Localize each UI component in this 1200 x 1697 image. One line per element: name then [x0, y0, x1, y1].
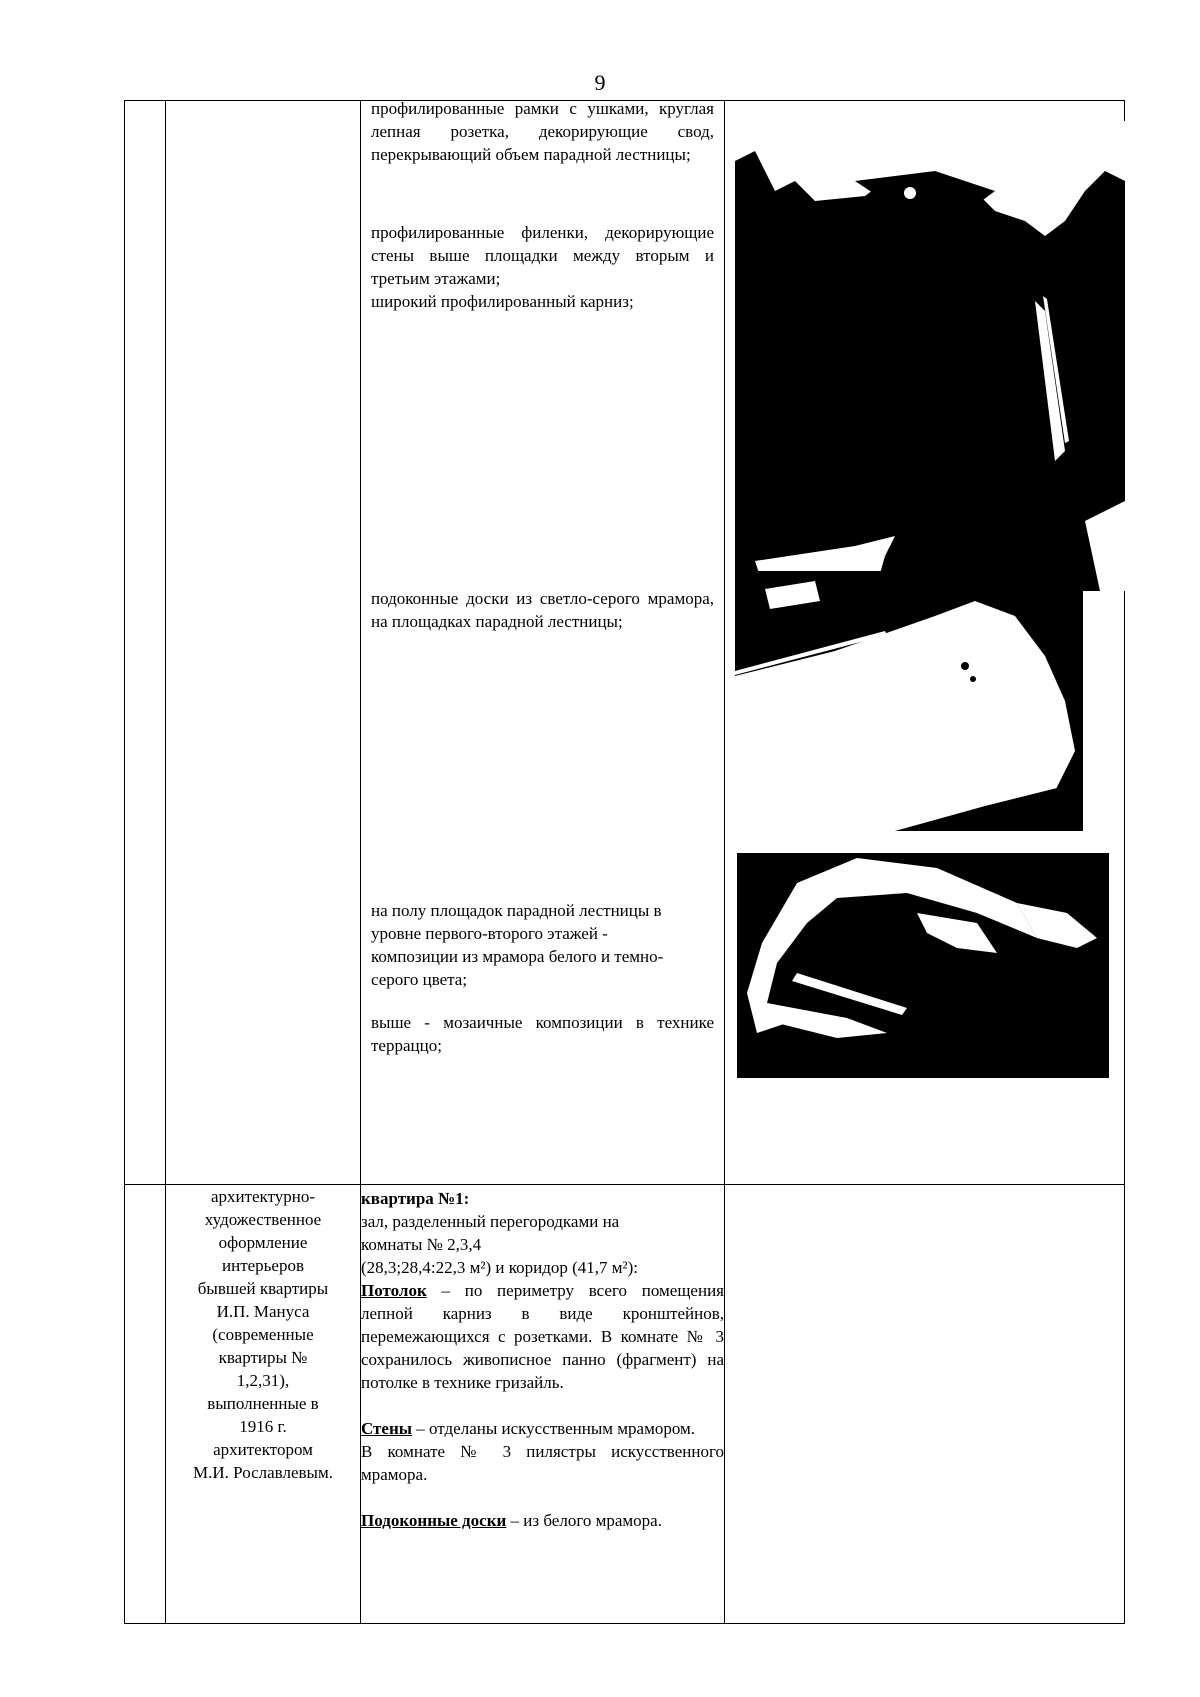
hall-line-2: комнаты № 2,3,4 [361, 1235, 482, 1254]
walls-paragraph: Стены – отделаны искусственным мрамором. [361, 1419, 696, 1438]
hall-line-3: (28,3;28,4:22,3 м²) и коридор (41,7 м²): [361, 1258, 639, 1277]
sills-paragraph: Подоконные доски – из белого мрамора. [361, 1511, 662, 1530]
ceiling-label: Потолок [361, 1281, 427, 1300]
row-photos-cell [725, 101, 1125, 1185]
windowsill-marble-photo [735, 571, 1083, 831]
floor-marble-composition-photo [737, 853, 1109, 1078]
text-block-windowsills: подоконные доски из светло-серого мрамора, на площадках парадной лестницы; [371, 589, 714, 631]
text-block-panels: профилированные филенки, декорирующие стены выше площадки между вторым и третьим этажами; широкий профилированный карниз; [371, 223, 714, 311]
text-block-terrazzo: выше - мозаичные композиции в технике терраццо; [371, 1013, 714, 1055]
apartment-photos-cell [725, 1185, 1125, 1624]
sills-label: Подоконные доски [361, 1511, 507, 1530]
row-elements-cell [361, 101, 725, 1185]
monument-elements-table [124, 100, 1125, 1624]
apartment-elements-cell [361, 1185, 725, 1624]
table-row [125, 101, 1125, 1185]
stair-vault-photo [735, 121, 1125, 591]
walls-label: Стены [361, 1419, 413, 1438]
row-number-cell [125, 101, 166, 1185]
text-block-floor: на полу площадок парадной лестницы в уровне первого-второго этажей - композиции из мрамора белого и темно-серого цвета; [371, 901, 664, 989]
row-number-cell [125, 1185, 166, 1624]
apartment-heading: квартира №1: [361, 1189, 470, 1208]
ceiling-paragraph: Потолок – по периметру всего помещения лепной карниз в виде кронштейнов, перемежающихся с розетками. В комнате № 3 сохранилось живописное панно (фрагмент) на потолке в технике гризайль. [361, 1281, 724, 1392]
table-row [125, 1185, 1125, 1624]
hall-line-1: зал, разделенный перегородками на [361, 1212, 620, 1231]
row-description-cell: архитектурно- художественное оформление интерьеров бывшей квартиры И.П. Мануса (современные квартиры № 1,2,31), выполненные в 1916 г. архитектором М.И. Рославлевым. [166, 1185, 361, 1624]
row-description-cell [166, 101, 361, 1185]
walls-paragraph-2: В комнате № 3 пилястры искусственного мрамора. [361, 1442, 724, 1484]
page-number: 9 [594, 70, 606, 95]
text-block-vault: профилированные рамки с ушками, круглая лепная розетка, декорирующие свод, перекрывающий объем парадной лестницы; [371, 99, 714, 164]
